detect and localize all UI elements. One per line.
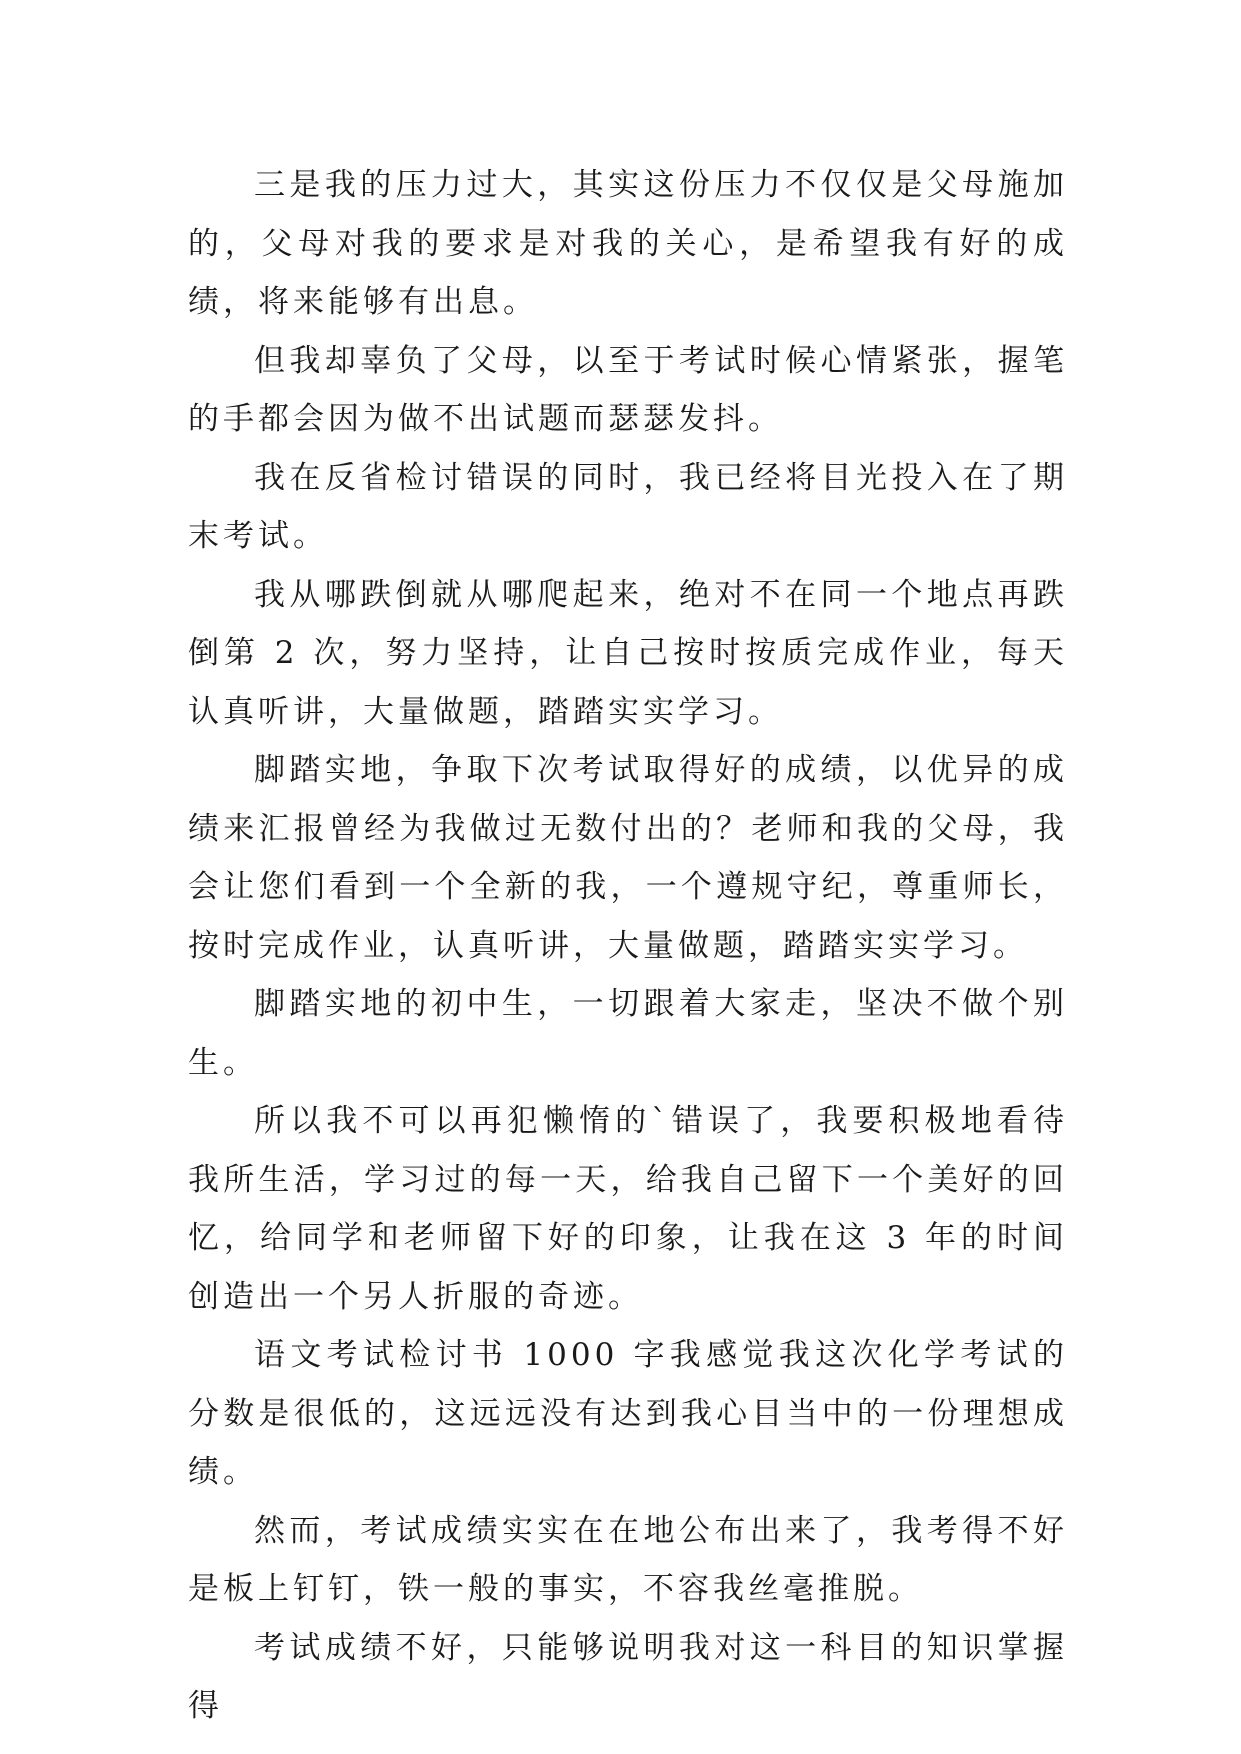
paragraph-5: 脚踏实地，争取下次考试取得好的成绩，以优异的成绩来汇报曾经为我做过无数付出的？老师和我的父母，我会让您们看到一个全新的我，一个遵规守纪，尊重师长，按时完成作业，认真听讲，大量做题，踏踏实实学习。 bbox=[188, 752, 1068, 964]
paragraph-7: 所以我不可以再犯懒惰的`错误了，我要积极地看待我所生活，学习过的每一天，给我自己留下一个美好的回忆，给同学和老师留下好的印象，让我在这 3 年的时间创造出一个另人折服的奇迹。 bbox=[188, 1103, 1068, 1315]
paragraph-2: 但我却辜负了父母，以至于考试时候心情紧张，握笔的手都会因为做不出试题而瑟瑟发抖。 bbox=[188, 342, 1068, 437]
paragraph-8: 语文考试检讨书 1000 字我感觉我这次化学考试的分数是很低的，这远远没有达到我心目当中的一份理想成绩。 bbox=[188, 1337, 1068, 1490]
paragraph-1: 三是我的压力过大，其实这份压力不仅仅是父母施加的，父母对我的要求是对我的关心，是希望我有好的成绩，将来能够有出息。 bbox=[188, 167, 1068, 320]
paragraph-4: 我从哪跌倒就从哪爬起来，绝对不在同一个地点再跌倒第 2 次，努力坚持，让自己按时按质完成作业，每天认真听讲，大量做题，踏踏实实学习。 bbox=[188, 576, 1068, 730]
paragraph-10: 考试成绩不好，只能够说明我对这一科目的知识掌握得 bbox=[188, 1629, 1068, 1724]
body-text bbox=[188, 156, 1068, 1736]
paragraph-6: 脚踏实地的初中生，一切跟着大家走，坚决不做个别生。 bbox=[188, 986, 1068, 1081]
paragraph-3: 我在反省检讨错误的同时，我已经将目光投入在了期末考试。 bbox=[188, 459, 1068, 554]
paragraph-9: 然而，考试成绩实实在在地公布出来了，我考得不好是板上钉钉，铁一般的事实，不容我丝毫推脱。 bbox=[188, 1512, 1068, 1607]
